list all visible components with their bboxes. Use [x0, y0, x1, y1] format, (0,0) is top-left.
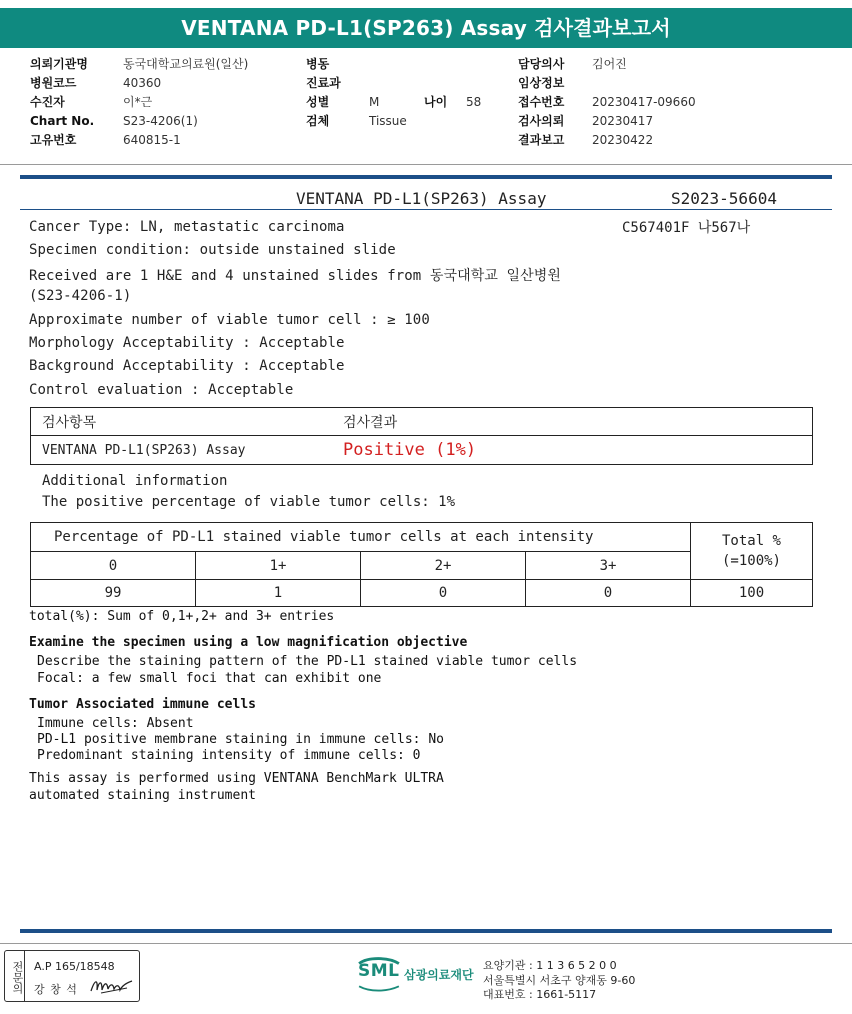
additional-text: The positive percentage of viable tumor cells: 1%: [42, 494, 456, 510]
address: 서울특별시 서초구 양재동 9-60: [483, 974, 636, 987]
report-title: VENTANA PD-L1(SP263) Assay 검사결과보고서: [0, 8, 852, 48]
meta-row: [30, 74, 248, 93]
patient-info-col3: [518, 55, 696, 148]
assay-heading: VENTANA PD-L1(SP263) Assay: [296, 189, 547, 208]
meta-value: 동국대학교의료원(일산): [123, 57, 249, 71]
meta-row: [30, 55, 248, 74]
result-col-result-header: 검사결과: [343, 415, 398, 431]
meta-row: [30, 131, 248, 148]
age-label: 나이: [424, 95, 448, 109]
meta-value: M: [369, 95, 380, 109]
total-header-cell: [691, 523, 813, 580]
meta-label: 검사의뢰: [518, 114, 565, 128]
meta-row: [518, 55, 696, 74]
meta-row: [306, 74, 481, 93]
agency-code: 요양기관 : 1 1 3 6 5 2 0 0: [483, 959, 617, 972]
meta-value: 이*근: [123, 95, 153, 109]
org-name: 삼광의료재단: [404, 968, 474, 982]
intensity-header: 3+: [526, 552, 691, 580]
meta-label: Chart No.: [30, 114, 95, 128]
result-value: Positive (1%): [343, 440, 477, 460]
intensity-table: [30, 522, 813, 607]
meta-value: 20230417: [592, 114, 654, 128]
divider: [20, 929, 832, 933]
intensity-value: 0: [526, 580, 691, 607]
sml-logo-text: SML: [358, 961, 400, 981]
examine-line: Describe the staining pattern of the PD-L1 stained viable tumor cells: [37, 654, 578, 669]
signature-icon: [89, 975, 135, 997]
report-line: Morphology Acceptability : Acceptable: [29, 335, 345, 351]
divider: [20, 175, 832, 179]
meta-label: 수진자: [30, 95, 65, 109]
meta-value: 20230422: [592, 133, 654, 147]
meta-label: 검체: [306, 114, 330, 128]
meta-row: [518, 131, 696, 148]
examine-line: Focal: a few small foci that can exhibit one: [37, 671, 382, 686]
divider: [20, 209, 832, 210]
intensity-header: 2+: [361, 552, 526, 580]
meta-label: 접수번호: [518, 95, 565, 109]
total-subheader: (=100%): [721, 553, 781, 569]
result-table-header-row: [31, 408, 812, 436]
immune-heading: Tumor Associated immune cells: [29, 697, 256, 712]
ap-number: A.P 165/18548: [34, 960, 115, 973]
meta-label: 성별: [306, 95, 330, 109]
patient-info-col2: [306, 55, 481, 131]
result-item: VENTANA PD-L1(SP263) Assay: [42, 443, 246, 458]
meta-row: [30, 93, 248, 112]
intensity-value: 99: [31, 580, 196, 607]
meta-value: 640815-1: [123, 133, 181, 147]
pathologist-side-label: 전문의: [5, 951, 25, 1001]
meta-row: [306, 112, 481, 131]
intensity-value: 1: [196, 580, 361, 607]
meta-label: 의뢰기관명: [30, 57, 88, 71]
patient-info-col1: [30, 55, 248, 148]
meta-value: 20230417-09660: [592, 95, 696, 109]
report-line: Specimen condition: outside unstained slide: [29, 242, 396, 258]
intensity-caption: Percentage of PD-L1 stained viable tumor cells at each intensity: [31, 523, 691, 552]
intensity-value-row: [31, 580, 813, 607]
closing-line: This assay is performed using VENTANA BenchMark ULTRA: [29, 771, 444, 786]
total-note: total(%): Sum of 0,1+,2+ and 3+ entries: [29, 609, 335, 624]
intensity-caption-row: [31, 523, 813, 552]
meta-row: [518, 74, 696, 93]
intensity-header: 0: [31, 552, 196, 580]
meta-label: 결과보고: [518, 133, 565, 147]
total-header: Total %: [721, 533, 781, 549]
intensity-total: 100: [691, 580, 813, 607]
additional-heading: Additional information: [42, 473, 228, 489]
intensity-value: 0: [361, 580, 526, 607]
closing-line: automated staining instrument: [29, 788, 256, 803]
age-value: 58: [466, 95, 482, 109]
report-line: Approximate number of viable tumor cell : ≥ 100: [29, 312, 430, 328]
meta-value: 김어진: [592, 57, 627, 71]
meta-row: [306, 93, 481, 112]
report-line: Cancer Type: LN, metastatic carcinoma: [29, 219, 345, 235]
phone: 대표번호 : 1661-5117: [483, 988, 597, 1001]
result-col-item-header: 검사항목: [42, 415, 97, 431]
divider: [0, 943, 852, 944]
result-table: [30, 407, 813, 465]
report-line: Received are 1 H&E and 4 unstained slides from 동국대학교 일산병원: [29, 268, 561, 284]
immune-line: Immune cells: Absent: [37, 716, 194, 731]
meta-label: 담당의사: [518, 57, 565, 71]
meta-row: [518, 93, 696, 112]
meta-row: [306, 55, 481, 74]
meta-value: S23-4206(1): [123, 114, 198, 128]
meta-label: 병원코드: [30, 76, 77, 90]
report-id: S2023-56604: [671, 189, 777, 208]
pathologist-box: [4, 950, 140, 1002]
divider: [0, 164, 852, 165]
report-line: (S23-4206-1): [29, 288, 132, 304]
meta-value: Tissue: [369, 114, 407, 128]
meta-value: 40360: [123, 76, 162, 90]
pathologist-name: 강 창 석: [34, 983, 78, 996]
report-line: Background Acceptability : Acceptable: [29, 358, 345, 374]
meta-row: [30, 112, 248, 131]
examine-heading: Examine the specimen using a low magnification objective: [29, 635, 468, 650]
meta-label: 진료과: [306, 76, 341, 90]
meta-label: 고유번호: [30, 133, 77, 147]
meta-label: 임상정보: [518, 76, 565, 90]
intensity-header: 1+: [196, 552, 361, 580]
meta-row: [518, 112, 696, 131]
meta-label: 병동: [306, 57, 330, 71]
sample-code: C567401F 나567나: [622, 220, 751, 236]
immune-line: Predominant staining intensity of immune cells: 0: [37, 748, 421, 763]
report-line: Control evaluation : Acceptable: [29, 382, 294, 398]
immune-line: PD-L1 positive membrane staining in immune cells: No: [37, 732, 444, 747]
